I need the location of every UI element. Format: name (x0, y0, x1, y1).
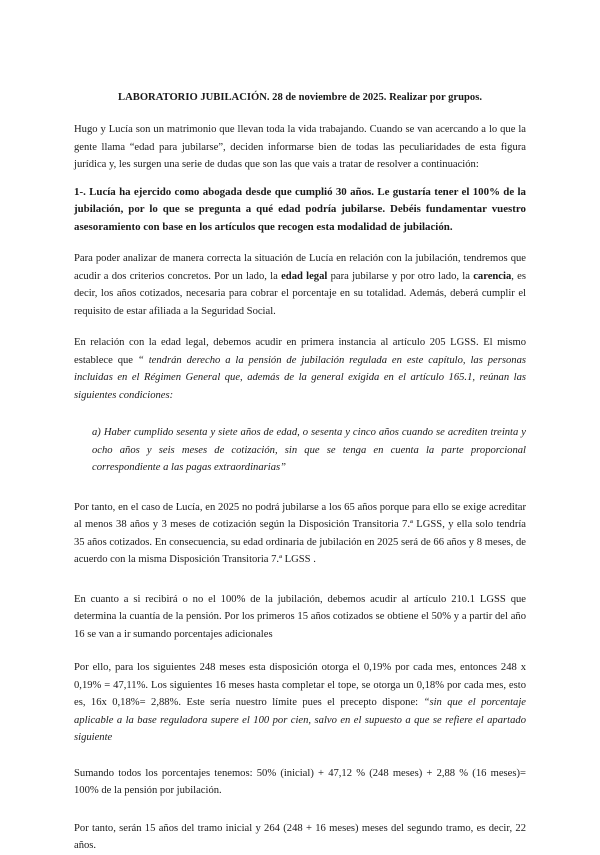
months-paragraph (74, 659, 526, 747)
sum-paragraph: Sumando todos los porcentajes tenemos: 50% (inicial) + 47,12 % (248 meses) + 2,88 % (16 meses)= 100% de la pensión por jubilación. (74, 767, 526, 796)
age-paragraph: Por tanto, en el caso de Lucía, en 2025 no podrá jubilarse a los 65 años porque para ello se exige acreditar al menos 38 años y 3 meses de cotización según la Disposición Transitoria 7.ª LGSS, y ella solo tendría 35 años cotizados. En consecuencia, su edad ordinaria de jubilación en 2025 será de 66 años y 8 meses, de acuerdo con la misma Disposición Transitoria 7.ª LGSS . (74, 501, 526, 565)
months-text: Por ello, para los siguientes 248 meses esta disposición otorga el 0,19% por cada mes, entonces 248 x 0,19% = 47,11%. Los siguientes 16 meses hasta completar el tope, se otorga un 0,18% por cada mes, esto es, 16x 0,18%= 2,88%. Este sería nuestro límite pues el precepto dispone: (74, 662, 526, 708)
legal-paragraph (74, 334, 526, 404)
analysis-bold-edad: edad legal (281, 270, 328, 282)
percent-paragraph: En cuanto a si recibirá o no el 100% de la jubilación, debemos acudir al artículo 210.1 LGSS que determina la cuantía de la pensión. Por los primeros 15 años cotizados se obtiene el 50% y a partir del año 16 se van a ir sumando porcentajes adicionales (74, 593, 526, 640)
analysis-text-d: , es decir, los años cotizados, necesaria para cobrar el porcentaje en su totalidad. Además, deberá cumplir el requisito de estar afiliada a la Seguridad Social. (74, 270, 526, 317)
intro-paragraph: Hugo y Lucía son un matrimonio que llevan toda la vida trabajando. Cuando se van acercando a lo que la gente llama “edad para jubilarse”, deciden informarse bien de todas las peculiaridades de esta figura jurídica y, les surgen una serie de dudas que son las que vais a tratar de resolver a continuación: (74, 124, 526, 170)
analysis-text-a: Para poder analizar de manera correcta la situación de Lucía en relación con la jubilación, tendremos que acudir a dos criterios concretos. Por un lado, la (74, 253, 526, 282)
legal-quote: “ tendrán derecho a la pensión de jubilación regulada en este capítulo, las personas incluidas en el Régimen General que, además de la general exigida en el artículo 165.1, reúnan las siguientes condiciones: (74, 354, 526, 401)
legal-text: En relación con la edad legal, debemos acudir en primera instancia al artículo 205 LGSS. El mismo establece que (74, 337, 526, 366)
condition-paragraph: a) Haber cumplido sesenta y siete años de edad, o sesenta y cinco años cuando se acrediten treinta y ocho años y seis meses de cotización, sin que se tenga en cuenta la parte proporcional correspondiente a las pagas extraordinarias” (92, 427, 526, 473)
question-paragraph: 1-. Lucía ha ejercido como abogada desde que cumplió 30 años. Le gustaría tener el 100% de la jubilación, por lo que se pregunta a qué edad podría jubilarse. Debéis fundamentar vuestro asesoramiento con base en los artículos que recogen esta modalidad de jubilación. (74, 185, 526, 233)
months-quote: “sin que el porcentaje aplicable a la base reguladora supere el 100 por cien, salvo en el supuesto a que se refiere el apartado siguiente (74, 697, 526, 743)
page-title: LABORATORIO JUBILACIÓN. 28 de noviembre de 2025. Realizar por grupos. (118, 92, 482, 103)
analysis-bold-carencia: carencia (473, 270, 512, 282)
analysis-paragraph (74, 250, 526, 320)
analysis-text-c: para jubilarse y por otro lado, la (327, 270, 474, 282)
conclusion-paragraph: Por tanto, serán 15 años del tramo inicial y 264 (248 + 16 meses) meses del segundo tramo, es decir, 22 años. (74, 822, 526, 851)
